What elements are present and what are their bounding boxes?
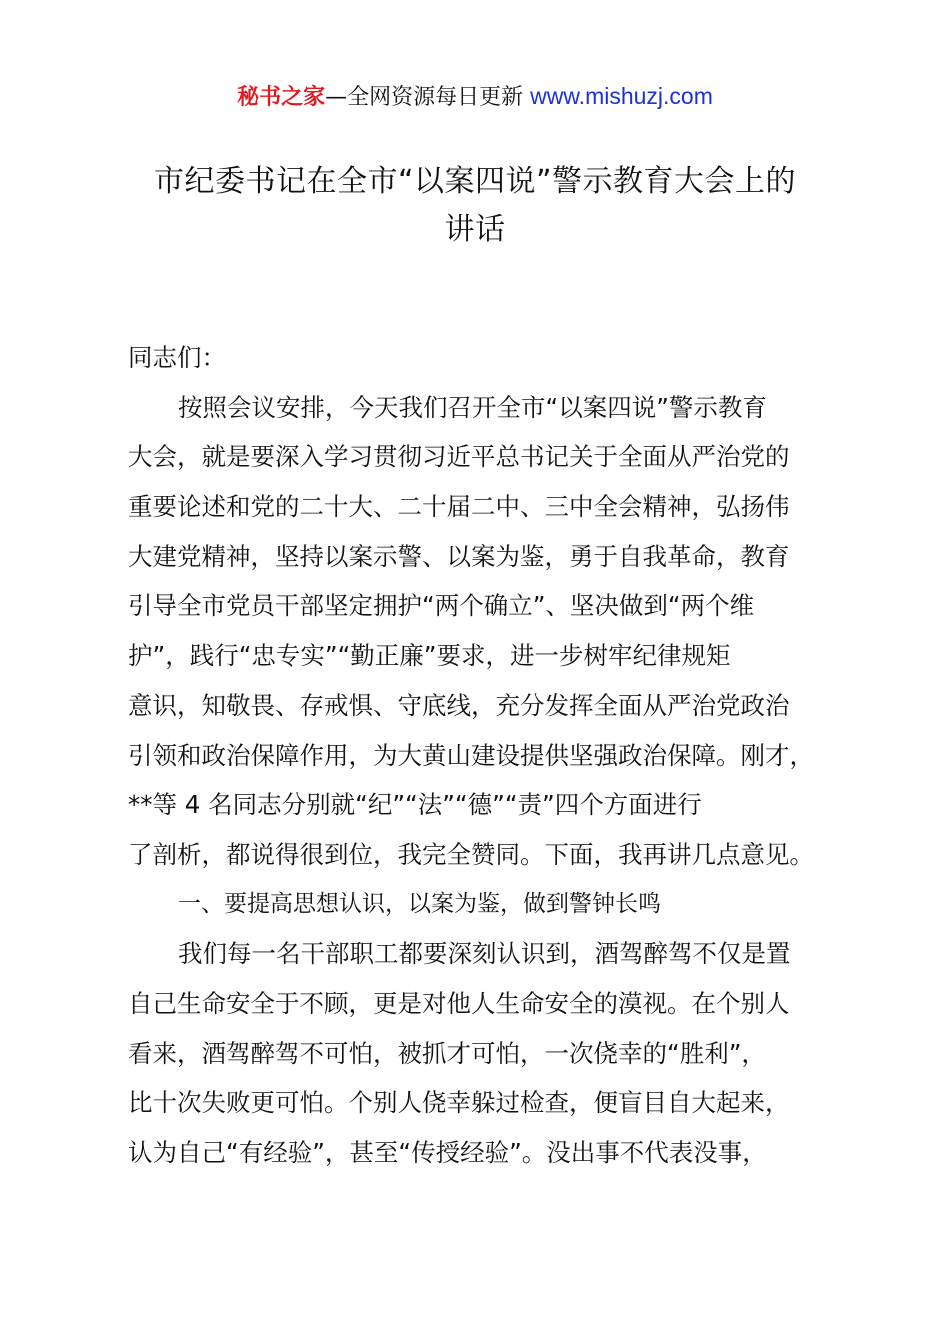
body-line: 大会，就是要深入学习贯彻习近平总书记关于全面从严治党的: [128, 442, 790, 472]
site-url-link[interactable]: www.mishuzj.com: [530, 83, 713, 109]
title-line: 讲话: [444, 212, 506, 247]
body-line: 护”，践行“忠专实”“勤正廉”要求，进一步树牢纪律规矩: [128, 641, 731, 671]
body-line: 我们每一名干部职工都要深刻认识到，酒驾醉驾不仅是置: [178, 939, 791, 969]
body-line: 引导全市党员干部坚定拥护“两个确立”、坚决做到“两个维: [128, 591, 755, 621]
body-line: 了剖析，都说得很到位，我完全赞同。下面，我再讲几点意见。: [128, 839, 814, 869]
salutation: 同志们：: [128, 343, 226, 372]
document-title: [100, 158, 850, 254]
body-line: 重要论述和党的二十大、二十届二中、三中全会精神，弘扬伟: [128, 492, 790, 522]
brand-name: 秘书之家: [237, 85, 326, 110]
body-line: **等 4 名同志分别就“纪”“法”“德”“责”四个方面进行: [128, 790, 702, 820]
body-line: 意识，知敬畏、存戒惧、守底线，充分发挥全面从严治党政治: [128, 690, 790, 720]
body-line: 引领和政治保障作用，为大黄山建设提供坚强政治保障。刚才，: [128, 740, 814, 770]
body-line: 比十次失败更可怕。个别人侥幸躲过检查，便盲目自大起来，: [128, 1088, 790, 1118]
section-heading: 一、要提高思想认识，以案为鉴，做到警钟长鸣: [178, 890, 661, 917]
body-line: 自己生命安全于不顾，更是对他人生命安全的漠视。在个别人: [128, 988, 790, 1018]
body-line: 按照会议安排，今天我们召开全市“以案四说”警示教育: [178, 392, 767, 422]
site-header: [0, 78, 950, 116]
title-line: 市纪委书记在全市“以案四说”警示教育大会上的: [153, 164, 797, 199]
body-line: 看来，酒驾醉驾不可怕，被抓才可怕，一次侥幸的“胜利”，: [128, 1038, 766, 1068]
body-line: 大建党精神，坚持以案示警、以案为鉴，勇于自我革命，教育: [128, 541, 790, 571]
header-tagline: —全网资源每日更新: [325, 85, 524, 110]
body-line: 认为自己“有经验”，甚至“传授经验”。没出事不代表没事，: [128, 1138, 767, 1167]
document-body: [128, 333, 863, 1178]
